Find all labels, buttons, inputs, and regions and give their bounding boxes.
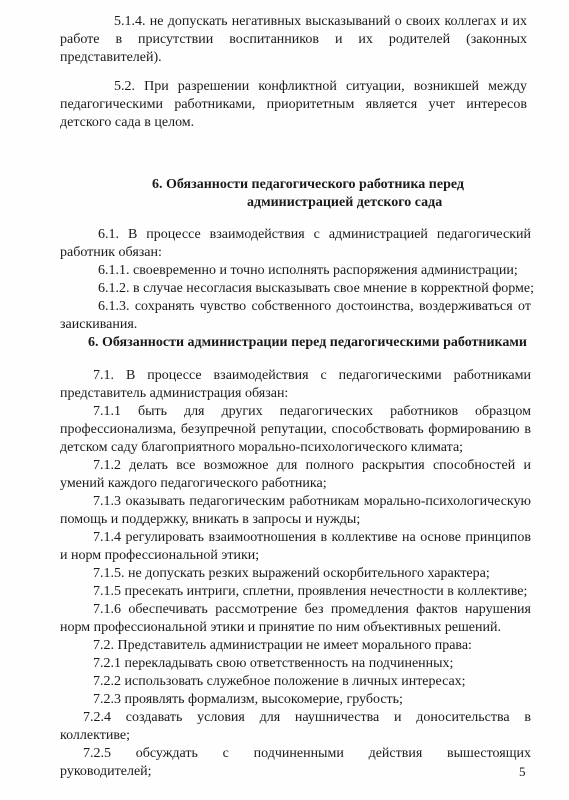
text-line: 5.2. При разрешении конфликтной ситуации, возникшей между (114, 79, 527, 94)
section-heading: 6. Обязанности педагогического работника перед (152, 177, 464, 192)
text-line: педагогическими работниками, приоритетным является учет интересов (60, 97, 527, 112)
text-line: 7.2. Представитель администрации не имеет морального права: (93, 638, 472, 653)
text-line: 7.1.2 делать все возможное для полного раскрытия способностей и (93, 458, 531, 473)
text-line: 7.1.4 регулировать взаимоотношения в коллективе на основе принципов (93, 530, 531, 545)
text-line: 7.1. В процессе взаимодействия с педагогическими работниками (93, 368, 531, 383)
text-line: представитель администрация обязан: (60, 386, 289, 401)
text-line: 6.1. В процессе взаимодействия с администрацией педагогический (98, 227, 531, 242)
text-line: 7.2.5 обсуждать с подчиненными действия вышестоящих (83, 746, 531, 761)
text-line: руководителей; (60, 764, 152, 779)
text-line: коллективе; (60, 728, 130, 743)
text-line: 7.2.1 перекладывать свою ответственность на подчиненных; (93, 656, 454, 671)
text-line: 7.2.2 использовать служебное положение в личных интересах; (93, 674, 466, 689)
text-line: умений каждого педагогического работника; (60, 476, 327, 491)
text-line: 7.1.5. не допускать резких выражений оскорбительного характера; (93, 566, 490, 581)
text-line: 6.1.1. своевременно и точно исполнять распоряжения администрации; (98, 263, 518, 278)
text-line: профессионализма, безупречной репутации, способствовать формированию в (60, 422, 531, 437)
text-line: 7.1.5 пресекать интриги, сплетни, проявления нечестности в коллективе; (93, 584, 528, 599)
section-heading: администрацией детского сада (247, 195, 443, 210)
text-line: 7.2.4 создавать условия для наушничества и доносительства в (83, 710, 531, 725)
text-line: 7.1.3 оказывать педагогическим работникам морально-психологическую (93, 494, 531, 509)
text-line: детского сада в целом. (60, 115, 195, 130)
text-line: 6.1.2. в случае несогласия высказывать свое мнение в корректной форме; (98, 281, 535, 296)
text-line: работе в присутствии воспитанников и их родителей (законных (60, 32, 527, 47)
text-line: 6.1.3. сохранять чувство собственного достоинства, воздерживаться от (98, 299, 531, 314)
section-heading: 6. Обязанности администрации перед педагогическими работниками (88, 335, 527, 350)
text-line: норм профессиональной этики и принятие по ним объективных решений. (60, 620, 501, 635)
text-line: заискивания. (60, 317, 138, 332)
text-line: 7.1.6 обеспечивать рассмотрение без промедления фактов нарушения (93, 602, 531, 617)
text-line: и норм профессиональной этики; (60, 548, 260, 563)
text-line: 7.2.3 проявлять формализм, высокомерие, грубость; (93, 692, 403, 707)
text-line: 7.1.1 быть для других педагогических работников образцом (93, 404, 531, 419)
text-line: 5.1.4. не допускать негативных высказываний о своих коллегах и их (114, 14, 527, 29)
text-line: представителей). (60, 50, 162, 65)
text-line: детском саду благоприятного морально-психологического климата; (60, 440, 464, 455)
page-number: 5 (519, 764, 526, 779)
text-line: помощь и поддержку, вникать в запросы и нужды; (60, 512, 361, 527)
text-line: работник обязан: (60, 245, 162, 260)
